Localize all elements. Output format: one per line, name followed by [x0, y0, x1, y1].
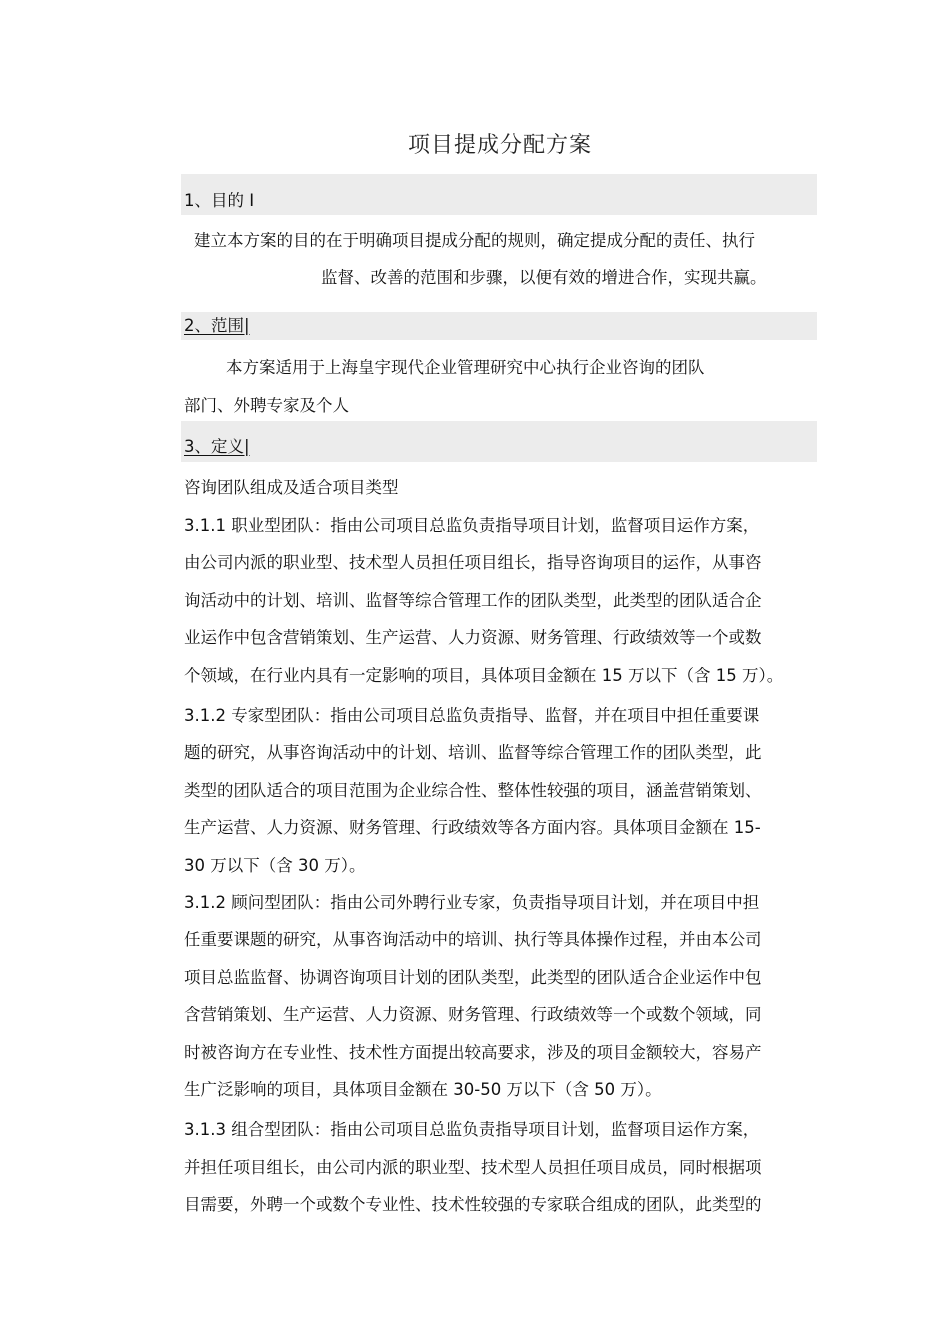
- section-heading-scope: 2、范围|: [184, 316, 250, 335]
- paragraph-line: 题的研究，从事咨询活动中的计划、培训、监督等综合管理工作的团队类型，此: [184, 743, 762, 762]
- paragraph-line: 目需要，外聘一个或数个专业性、技术性较强的专家联合组成的团队，此类型的: [184, 1195, 762, 1214]
- paragraph-line: 任重要课题的研究，从事咨询活动中的培训、执行等具体操作过程，并由本公司: [184, 930, 762, 949]
- paragraph-line: 个领域，在行业内具有一定影响的项目，具体项目金额在 15 万以下（含 15 万）。: [184, 666, 784, 685]
- section-heading-band: [181, 421, 817, 462]
- paragraph-line: 含营销策划、生产运营、人力资源、财务管理、行政绩效等一个或数个领域，同: [184, 1005, 762, 1024]
- section-heading-band: [181, 312, 817, 340]
- paragraph-line: 部门、外聘专家及个人: [184, 396, 349, 415]
- document-title: 项目提成分配方案: [407, 133, 592, 158]
- paragraph-line: 3.1.1 职业型团队：指由公司项目总监负责指导项目计划，监督项目运作方案，: [184, 516, 760, 535]
- section-heading-definition: 3、定义|: [184, 437, 250, 456]
- paragraph-line: 3.1.3 组合型团队：指由公司项目总监负责指导项目计划，监督项目运作方案，: [184, 1120, 760, 1139]
- section-heading-band: [181, 174, 817, 215]
- paragraph-line: 监督、改善的范围和步骤，以便有效的增进合作，实现共赢。: [321, 268, 767, 287]
- section-heading-purpose: 1、目的 I: [184, 191, 255, 210]
- paragraph-line: 时被咨询方在专业性、技术性方面提出较高要求，涉及的项目金额较大，容易产: [184, 1043, 762, 1062]
- paragraph-line: 3.1.2 顾问型团队：指由公司外聘行业专家，负责指导项目计划，并在项目中担: [184, 893, 760, 912]
- paragraph-line: 建立本方案的目的在于明确项目提成分配的规则，确定提成分配的责任、执行: [194, 231, 755, 250]
- paragraph-line: 业运作中包含营销策划、生产运营、人力资源、财务管理、行政绩效等一个或数: [184, 628, 762, 647]
- paragraph-line: 项目总监监督、协调咨询项目计划的团队类型，此类型的团队适合企业运作中包: [184, 968, 762, 987]
- paragraph-line: 类型的团队适合的项目范围为企业综合性、整体性较强的项目，涵盖营销策划、: [184, 781, 762, 800]
- paragraph-line: 并担任项目组长，由公司内派的职业型、技术型人员担任项目成员，同时根据项: [184, 1158, 762, 1177]
- paragraph-line: 30 万以下（含 30 万）。: [184, 856, 366, 875]
- paragraph-line: 询活动中的计划、培训、监督等综合管理工作的团队类型，此类型的团队适合企: [184, 591, 762, 610]
- paragraph-line: 生产运营、人力资源、财务管理、行政绩效等各方面内容。具体项目金额在 15-: [184, 818, 761, 837]
- paragraph-line: 由公司内派的职业型、技术型人员担任项目组长，指导咨询项目的运作，从事咨: [184, 553, 762, 572]
- paragraph-line: 生广泛影响的项目，具体项目金额在 30-50 万以下（含 50 万）。: [184, 1080, 662, 1099]
- paragraph-line: 3.1.2 专家型团队：指由公司项目总监负责指导、监督，并在项目中担任重要课: [184, 706, 760, 725]
- paragraph-line: 本方案适用于上海皇宇现代企业管理研究中心执行企业咨询的团队: [226, 358, 705, 377]
- subheading: 咨询团队组成及适合项目类型: [184, 478, 399, 497]
